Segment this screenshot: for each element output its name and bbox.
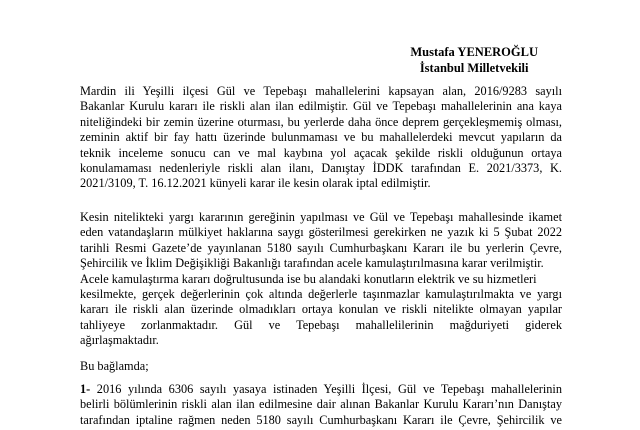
- text-line: tarihli Resmi Gazete’de yayınlanan 5180 sayılı Cumhurbaşkanı Kararı ile bu yerlerin Çevre,: [80, 240, 562, 255]
- text-line: Bakanlar Kurulu kararı ile riskli alan ilan edilmiştir. Gül ve Tepebaşı mahallelerinin ana kaya: [80, 99, 562, 114]
- text-line: Kesin nitelikteki yargı kararının gereğinin yapılması ve Gül ve Tepebaşı mahallesinde ikamet: [80, 210, 562, 224]
- paragraph-2: [80, 210, 562, 349]
- item-text: 2016 yılında 6306 sayılı yasaya istinaden Yeşilli İlçesi, Gül ve Tepebaşı mahallelerinin: [90, 382, 562, 396]
- text-line: tarafından iptaline rağmen neden 5180 sayılı Cumhurbaşkanı Kararı ile Çevre, Şehircilik ve: [80, 412, 562, 427]
- paragraph-3: [80, 359, 562, 374]
- text-line: zeminin aktif bir fay hattı üzerinde bulunmaması ve bu mahallelerdeki mevcut yapıların da: [80, 130, 562, 145]
- text-line: belirli bölümlerinin riskli alan ilan edilmesine dair alınan Bakanlar Kurulu Kararı’nın Danıştay: [80, 397, 562, 412]
- text-line: konulamaması nedenleriyle riskli alan ilanı, Danıştay İDDK tarafından E. 2021/3373, K.: [80, 160, 562, 175]
- author-name: Mustafa YENEROĞLU: [410, 45, 538, 59]
- text-line: kesilmekte, gerçek değerlerinin çok altında değerlerle taşınmazlar kamulaştırılmakta ve yargı: [80, 286, 562, 301]
- text-line: Bu bağlamda;: [80, 359, 149, 373]
- text-line: Şehircilik ve İklim Değişikliği Bakanlığı tarafından acele kamulaştırılmasına karar verilmiştir.: [80, 256, 544, 271]
- paragraph-1: [80, 84, 562, 192]
- text-line: niteliğindeki bir zemin üzerine oturması, bu yerlerde daha önce deprem gerçekleşmemiş olması,: [80, 114, 562, 129]
- author-title: İstanbul Milletvekili: [419, 61, 529, 75]
- text-line: tahliyeye zorlanmaktadır. Gül ve Tepebaşı mahallelilerinin mağduriyeti giderek: [80, 317, 562, 332]
- text-line: kararı ile riskli alan üzerinde olmadıkları ortaya konulan ve riskli nitelikte olmayan yapılar: [80, 302, 562, 317]
- text-line-numbered: [80, 382, 562, 397]
- text-line: teknik inceleme sonucu can ve mal kaybına yol açacak şekilde riskli olduğunun ortaya: [80, 145, 562, 160]
- text-line: ağırlaşmaktadır.: [80, 333, 159, 348]
- author-block: [410, 44, 538, 76]
- item-number: 1-: [80, 382, 91, 396]
- text-line: Acele kamulaştırma kararı doğrultusunda ise bu alandaki konutların elektrik ve su hizmetleri: [80, 271, 537, 286]
- text-line: 2021/3109, T. 16.12.2021 künyeli karar ile kesin olarak iptal edilmiştir.: [80, 176, 431, 191]
- paragraph-4: [80, 382, 562, 428]
- text-line: Mardin ili Yeşilli ilçesi Gül ve Tepebaşı mahallelerini kapsayan alan, 2016/9283 sayılı: [80, 84, 562, 98]
- text-line: eden vatandaşların mülkiyet haklarına saygı gösterilmesi gerekirken ne yazık ki 5 Şubat 2022: [80, 225, 562, 240]
